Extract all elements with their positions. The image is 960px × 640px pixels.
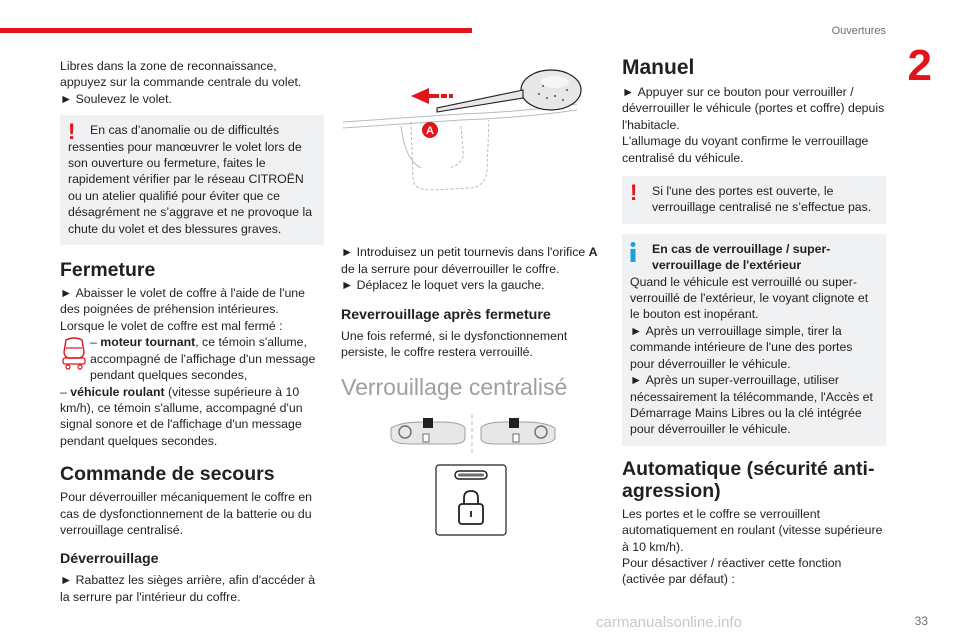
manuel-bullet: ► Appuyer sur ce bouton pour verrouiller / déverrouiller le véhicule (portes et coffre) depuis l'habitacle. [622, 84, 886, 133]
info-bullet-super: ► Après un super-verrouillage, utiliser nécessairement la télécommande, l'Accès et Démarrage Mains Libres ou la clé intégrée pour déverrouiller le véhicule. [630, 372, 878, 438]
watermark: carmanualsonline.info [596, 614, 742, 631]
vehicule-bold: véhicule roulant [70, 384, 165, 399]
header-accent-bar [0, 28, 472, 33]
column-right [622, 56, 886, 588]
page-number: 33 [914, 614, 928, 628]
heading-verrouillage-centralise: Verrouillage centralisé [341, 374, 568, 401]
moteur-text: , ce témoin s'allume, accompagné de l'affichage d'un message pendant quelques secondes, [90, 335, 316, 383]
boot-open-warning-icon [60, 336, 88, 370]
column-middle [341, 60, 603, 551]
warning-text: En cas d’anomalie ou de difficultés ressenties pour manœuvrer le volet lors de son ouverture ou fermeture, faites le rapidement vérifier par le réseau CITROËN ou un atelier qualifié pour éviter que ce désagrément ne s’aggrave et ne provoque la chute du volet et des blessures graves. [68, 123, 313, 236]
moteur-item [60, 334, 324, 383]
chapter-number: 2 [907, 41, 932, 90]
warning-text: Si l'une des portes est ouverte, le verrouillage centralisé ne s’effectue pas. [652, 184, 872, 215]
warning-box-portes [622, 176, 886, 224]
lock-screwdriver-illustration [341, 60, 603, 240]
loquet-bullet: ► Déplacez le loquet vers la gauche. [341, 277, 603, 293]
secours-text: Pour déverrouiller mécaniquement le coffre en cas de dysfonctionnement de la batterie ou du verrouillage centralisé. [60, 490, 312, 537]
column-left [60, 58, 324, 605]
info-text: Quand le véhicule est verrouillé ou super-verrouillé de l'extérieur, le voyant clignote et le bouton est inopérant. [630, 274, 869, 322]
central-locking-illustration [341, 406, 603, 546]
info-box-verrouillage [622, 234, 886, 446]
tournevis-text-post: de la serrure pour déverrouiller le coffre. [341, 261, 560, 276]
auto-text: Les portes et le coffre se verrouillent automatiquement en roulant (vitesse supérieure à 10 km/h). [622, 506, 883, 554]
vehicule-text: (vitesse supérieure à 10 km/h), ce témoin s'allume, accompagné d'un signal sonore et de l'affichage d'un message pendant quelques secondes. [60, 384, 303, 448]
info-title: En cas de verrouillage / super-verrouillage de l'extérieur [652, 241, 831, 273]
tournevis-text-pre: Introduisez un petit tournevis dans l'orifice [356, 245, 589, 260]
reverrouillage-text: Une fois refermé, si le dysfonctionnement persiste, le coffre restera verrouillé. [341, 328, 568, 360]
fermeture-bullet: ► Abaisser le volet de coffre à l'aide de l'une des poignées de préhension intérieures. [60, 285, 324, 318]
heading-commande-secours: Commande de secours [60, 463, 275, 486]
figure-label-a: A [426, 125, 434, 137]
auto-text-2: Pour désactiver / réactiver cette fonction (activée par défaut) : [622, 555, 842, 587]
vehicule-dash: – [60, 384, 71, 399]
warning-box-volet [60, 115, 324, 245]
intro-text: Libres dans la zone de reconnaissance, appuyez sur la commande centrale du volet. [60, 59, 302, 90]
tournevis-bold: A [588, 245, 598, 260]
info-bullet-simple: ► Après un verrouillage simple, tirer la commande intérieure de l'une des portes pour déverrouiller le véhicule. [630, 323, 878, 372]
heading-automatique: Automatique (sécurité anti-agression) [622, 457, 875, 502]
deverrouillage-bullet: ► Rabattez les sièges arrière, afin d'accéder à la serrure par l'intérieur du coffre. [60, 572, 324, 605]
manuel-text: L'allumage du voyant confirme le verrouillage centralisé du véhicule. [622, 134, 869, 165]
warning-icon: ! [630, 180, 638, 206]
section-title: Ouvertures [831, 25, 886, 37]
fermeture-text: Lorsque le volet de coffre est mal fermé : [60, 318, 283, 333]
moteur-bold: moteur tournant [100, 335, 196, 350]
warning-icon: ! [68, 119, 76, 145]
heading-manuel: Manuel [622, 56, 695, 79]
heading-deverrouillage: Déverrouillage [60, 551, 159, 568]
intro-bullet: ► Soulevez le volet. [60, 91, 324, 107]
tournevis-bullet [341, 244, 603, 277]
heading-fermeture: Fermeture [60, 259, 156, 282]
heading-reverrouillage: Reverrouillage après fermeture [341, 306, 551, 323]
info-icon [629, 242, 637, 262]
moteur-dash: – [90, 335, 101, 350]
